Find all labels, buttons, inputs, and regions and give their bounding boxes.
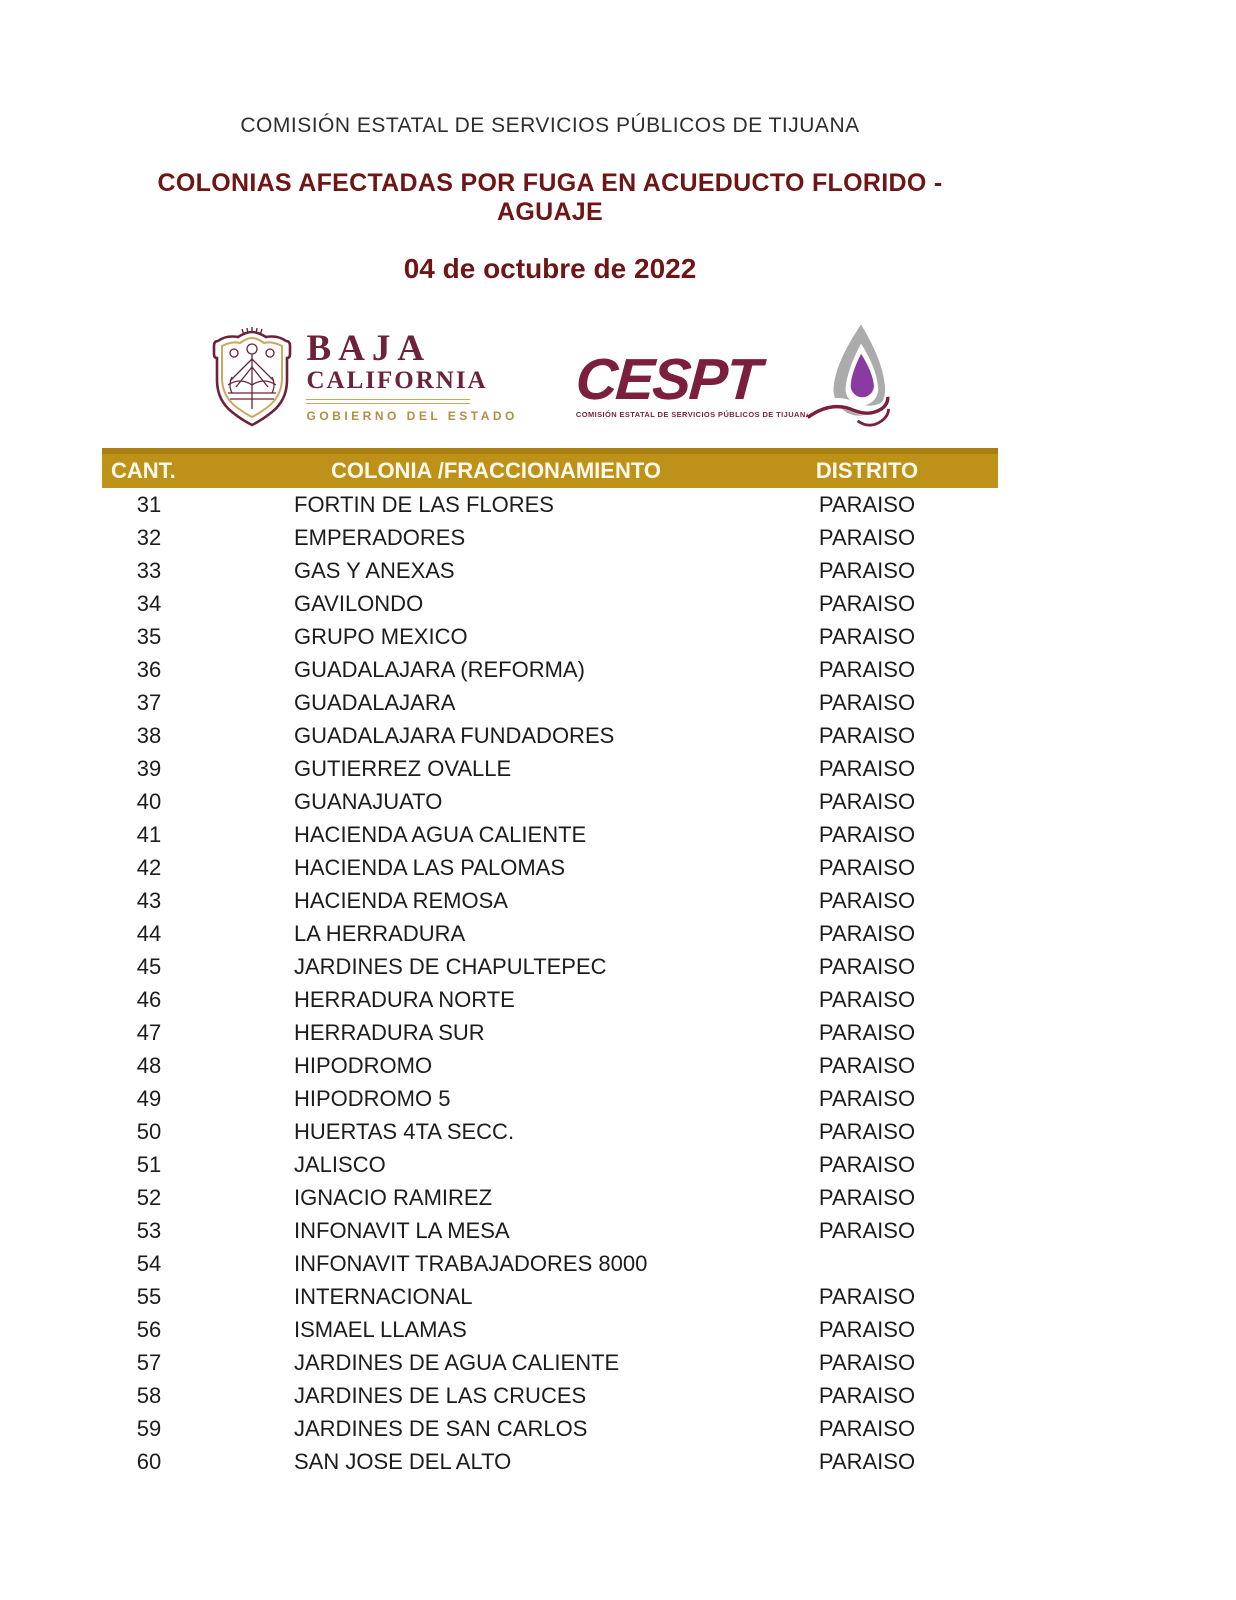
cell-distrito: PARAISO bbox=[818, 821, 916, 847]
cell-distrito: PARAISO bbox=[818, 1448, 916, 1474]
table-row bbox=[102, 1016, 998, 1049]
table-header bbox=[102, 451, 998, 488]
cell-distrito: PARAISO bbox=[818, 1349, 916, 1375]
cell-colonia: GUADALAJARA (REFORMA) bbox=[294, 656, 585, 682]
cell-cant: 40 bbox=[136, 788, 162, 814]
table-row bbox=[102, 917, 998, 950]
cespt-logo bbox=[573, 321, 892, 433]
cell-distrito: PARAISO bbox=[818, 722, 916, 748]
table-row bbox=[102, 950, 998, 983]
cell-cant: 57 bbox=[136, 1349, 162, 1375]
cespt-wordmark bbox=[573, 347, 812, 433]
cell-distrito: PARAISO bbox=[818, 755, 916, 781]
cell-colonia: INTERNACIONAL bbox=[294, 1283, 473, 1309]
baja-california-logo bbox=[208, 325, 517, 429]
table-row bbox=[102, 521, 998, 554]
cell-colonia: FORTIN DE LAS FLORES bbox=[294, 491, 554, 517]
table-row bbox=[102, 884, 998, 917]
table-row bbox=[102, 851, 998, 884]
cell-cant: 58 bbox=[136, 1382, 162, 1408]
cell-cant: 56 bbox=[136, 1316, 162, 1342]
cell-colonia: INFONAVIT TRABAJADORES 8000 bbox=[294, 1250, 648, 1276]
cell-colonia: ISMAEL LLAMAS bbox=[294, 1316, 467, 1342]
cell-cant: 33 bbox=[136, 557, 162, 583]
cell-cant: 45 bbox=[136, 953, 162, 979]
cell-colonia: JALISCO bbox=[294, 1151, 386, 1177]
column-header-distrito: DISTRITO bbox=[736, 451, 998, 488]
table-row bbox=[102, 785, 998, 818]
cell-distrito: PARAISO bbox=[818, 887, 916, 913]
table-row bbox=[102, 1445, 998, 1478]
cell-colonia: HUERTAS 4TA SECC. bbox=[294, 1118, 515, 1144]
document-content bbox=[102, 0, 998, 1478]
cell-colonia: JARDINES DE AGUA CALIENTE bbox=[294, 1349, 620, 1375]
table-row bbox=[102, 1115, 998, 1148]
cell-colonia: HERRADURA SUR bbox=[294, 1019, 485, 1045]
cell-cant: 55 bbox=[136, 1283, 162, 1309]
table-row bbox=[102, 620, 998, 653]
cell-distrito: PARAISO bbox=[818, 1151, 916, 1177]
cell-colonia: IGNACIO RAMIREZ bbox=[294, 1184, 493, 1210]
cell-cant: 46 bbox=[136, 986, 162, 1012]
table-row bbox=[102, 1214, 998, 1247]
cell-distrito: PARAISO bbox=[818, 656, 916, 682]
cespt-subtitle: COMISIÓN ESTATAL DE SERVICIOS PÚBLICOS DE TIJUANA bbox=[575, 410, 812, 419]
table-row bbox=[102, 587, 998, 620]
table-row bbox=[102, 1247, 998, 1280]
table-row bbox=[102, 1412, 998, 1445]
table-row bbox=[102, 719, 998, 752]
cell-colonia: INFONAVIT LA MESA bbox=[294, 1217, 510, 1243]
cell-distrito: PARAISO bbox=[818, 590, 916, 616]
cell-distrito: PARAISO bbox=[818, 953, 916, 979]
table-row bbox=[102, 1049, 998, 1082]
column-header-cant: CANT. bbox=[102, 451, 196, 488]
cell-colonia: HACIENDA AGUA CALIENTE bbox=[294, 821, 587, 847]
document-title: COLONIAS AFECTADAS POR FUGA EN ACUEDUCTO FLORIDO - AGUAJE bbox=[157, 169, 943, 226]
table-row bbox=[102, 653, 998, 686]
cell-cant: 51 bbox=[136, 1151, 162, 1177]
cell-distrito: PARAISO bbox=[818, 1118, 916, 1144]
cell-cant: 43 bbox=[136, 887, 162, 913]
cell-colonia: SAN JOSE DEL ALTO bbox=[294, 1448, 512, 1474]
table-body bbox=[102, 488, 998, 1478]
cell-colonia: GUADALAJARA FUNDADORES bbox=[294, 722, 615, 748]
cell-distrito bbox=[736, 1247, 998, 1280]
cell-colonia: JARDINES DE SAN CARLOS bbox=[294, 1415, 588, 1441]
cell-colonia: HIPODROMO 5 bbox=[294, 1085, 451, 1111]
cell-colonia: EMPERADORES bbox=[294, 524, 466, 550]
cespt-acronym: CESPT bbox=[573, 347, 762, 412]
table-row bbox=[102, 1379, 998, 1412]
cell-colonia: HACIENDA LAS PALOMAS bbox=[294, 854, 566, 880]
cell-cant: 44 bbox=[136, 920, 162, 946]
cell-colonia: GAVILONDO bbox=[294, 590, 424, 616]
cell-distrito: PARAISO bbox=[818, 1019, 916, 1045]
cell-colonia: HACIENDA REMOSA bbox=[294, 887, 508, 913]
table-row bbox=[102, 1181, 998, 1214]
bc-word-california: CALIFORNIA bbox=[306, 367, 488, 394]
cell-cant: 59 bbox=[136, 1415, 162, 1441]
cell-cant: 54 bbox=[136, 1250, 162, 1276]
table-row bbox=[102, 818, 998, 851]
baja-california-crest-icon bbox=[208, 325, 296, 429]
cell-distrito: PARAISO bbox=[818, 1382, 916, 1408]
table-row bbox=[102, 1280, 998, 1313]
cell-colonia: JARDINES DE LAS CRUCES bbox=[294, 1382, 587, 1408]
cell-cant: 34 bbox=[136, 590, 162, 616]
cell-distrito: PARAISO bbox=[818, 854, 916, 880]
cell-distrito: PARAISO bbox=[818, 1052, 916, 1078]
cell-cant: 49 bbox=[136, 1085, 162, 1111]
bc-gold-rule bbox=[306, 399, 470, 404]
cell-distrito: PARAISO bbox=[818, 788, 916, 814]
bc-word-baja: BAJA bbox=[306, 328, 432, 369]
cell-cant: 37 bbox=[136, 689, 162, 715]
table-row bbox=[102, 554, 998, 587]
logo-row bbox=[102, 321, 998, 433]
cell-colonia: GAS Y ANEXAS bbox=[294, 557, 455, 583]
cespt-water-drop-icon bbox=[806, 321, 892, 433]
table-row bbox=[102, 1148, 998, 1181]
cell-cant: 48 bbox=[136, 1052, 162, 1078]
cell-cant: 41 bbox=[136, 821, 162, 847]
cell-distrito: PARAISO bbox=[818, 689, 916, 715]
cell-colonia: JARDINES DE CHAPULTEPEC bbox=[294, 953, 607, 979]
bc-subtitle: GOBIERNO DEL ESTADO bbox=[306, 409, 518, 423]
cell-distrito: PARAISO bbox=[818, 1085, 916, 1111]
table-row bbox=[102, 488, 998, 521]
document-date: 04 de octubre de 2022 bbox=[403, 253, 697, 284]
cell-distrito: PARAISO bbox=[818, 623, 916, 649]
cell-cant: 50 bbox=[136, 1118, 162, 1144]
cell-colonia: GUTIERREZ OVALLE bbox=[294, 755, 512, 781]
table-row bbox=[102, 1346, 998, 1379]
cell-colonia: GUANAJUATO bbox=[294, 788, 443, 814]
table-row bbox=[102, 752, 998, 785]
cell-cant: 32 bbox=[136, 524, 162, 550]
column-header-colonia: COLONIA /FRACCIONAMIENTO bbox=[196, 451, 736, 488]
cell-distrito: PARAISO bbox=[818, 557, 916, 583]
cell-colonia: GUADALAJARA bbox=[294, 689, 456, 715]
cell-cant: 31 bbox=[136, 491, 162, 517]
table-row bbox=[102, 686, 998, 719]
cell-colonia: HIPODROMO bbox=[294, 1052, 433, 1078]
colonias-table bbox=[102, 448, 998, 1478]
cell-distrito: PARAISO bbox=[818, 920, 916, 946]
cell-cant: 53 bbox=[136, 1217, 162, 1243]
cell-distrito: PARAISO bbox=[818, 1184, 916, 1210]
cell-distrito: PARAISO bbox=[818, 524, 916, 550]
cell-distrito: PARAISO bbox=[818, 1316, 916, 1342]
table-row bbox=[102, 983, 998, 1016]
cell-colonia: HERRADURA NORTE bbox=[294, 986, 515, 1012]
cell-cant: 38 bbox=[136, 722, 162, 748]
cell-cant: 35 bbox=[136, 623, 162, 649]
cell-distrito: PARAISO bbox=[818, 986, 916, 1012]
cell-distrito: PARAISO bbox=[818, 1217, 916, 1243]
cell-distrito: PARAISO bbox=[818, 1283, 916, 1309]
cell-colonia: LA HERRADURA bbox=[294, 920, 466, 946]
table-row bbox=[102, 1082, 998, 1115]
organization-title: COMISIÓN ESTATAL DE SERVICIOS PÚBLICOS DE TIJUANA bbox=[240, 114, 860, 137]
cell-cant: 60 bbox=[136, 1448, 162, 1474]
cell-cant: 42 bbox=[136, 854, 162, 880]
cell-distrito: PARAISO bbox=[818, 491, 916, 517]
cell-distrito: PARAISO bbox=[818, 1415, 916, 1441]
table-header-row bbox=[102, 451, 998, 488]
cell-cant: 47 bbox=[136, 1019, 162, 1045]
baja-california-wordmark bbox=[306, 328, 518, 423]
cell-cant: 39 bbox=[136, 755, 162, 781]
cell-cant: 36 bbox=[136, 656, 162, 682]
cell-cant: 52 bbox=[136, 1184, 162, 1210]
table-row bbox=[102, 1313, 998, 1346]
cell-colonia: GRUPO MEXICO bbox=[294, 623, 468, 649]
